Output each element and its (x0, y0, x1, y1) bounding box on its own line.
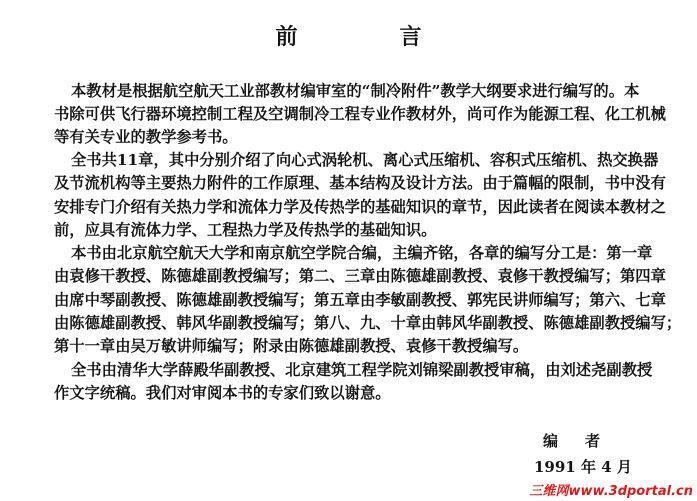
paragraph-3-line-3: 由席中琴副教授、陈德雄副教授编写；第五章由李敏副教授、郭宪民讲师编写；第六、七章 (54, 291, 666, 309)
watermark: 三维网www.3dportal.cn (529, 484, 693, 499)
paragraph-2-line-2: 及节流机构等主要热力附件的工作原理、基本结构及设计方法。由于篇幅的限制，书中没有 (54, 174, 666, 192)
page-title: 前 言 (275, 24, 462, 50)
paragraph-3-line-2: 由袁修干教授、陈德雄副教授编写；第二、三章由陈德雄副教授、袁修干教授编写；第四章 (54, 267, 666, 285)
paragraph-3-line-1: 本书由北京航空航天大学和南京航空学院合编，主编齐铭，各章的编写分工是：第一章 (71, 244, 653, 262)
paragraph-3-line-5: 第十一章由吴万敏讲师编写；附录由陈德雄副教授、袁修干教授编写。 (54, 337, 529, 355)
signature: 编 者 (543, 432, 607, 450)
paragraph-2-line-4: 前，应具有流体力学、工程热力学及传热学的基础知识。 (54, 221, 437, 239)
paragraph-4-line-1: 全书由清华大学薛殿华副教授、北京建筑工程学院刘锦梁副教授审稿，由刘述尧副教授 (71, 361, 653, 379)
paragraph-1-line-3: 等有关专业的教学参考书。 (54, 128, 238, 146)
date: 1991 年 4 月 (534, 458, 632, 476)
paragraph-4-line-2: 作文字统稿。我们对审阅本书的专家们致以谢意。 (54, 384, 391, 402)
paragraph-2-line-3: 安排专门介绍有关热力学和流体力学及传热学的基础知识的章节，因此读者在阅读本教材之 (54, 198, 666, 216)
paragraph-1-line-1: 本教材是根据航空航天工业部教材编审室的“制冷附件”教学大纲要求进行编写的。本 (71, 82, 640, 100)
paragraph-2-line-1: 全书共11章，其中分别介绍了向心式涡轮机、离心式压缩机、容积式压缩机、热交换器 (71, 151, 659, 169)
paragraph-1-line-2: 书除可供飞行器环境控制工程及空调制冷工程专业作教材外，尚可作为能源工程、化工机械 (54, 105, 666, 123)
paragraph-3-line-4: 由陈德雄副教授、韩风华副教授编写；第八、九、十章由韩风华副教授、陈德雄副教授编写； (54, 314, 682, 332)
